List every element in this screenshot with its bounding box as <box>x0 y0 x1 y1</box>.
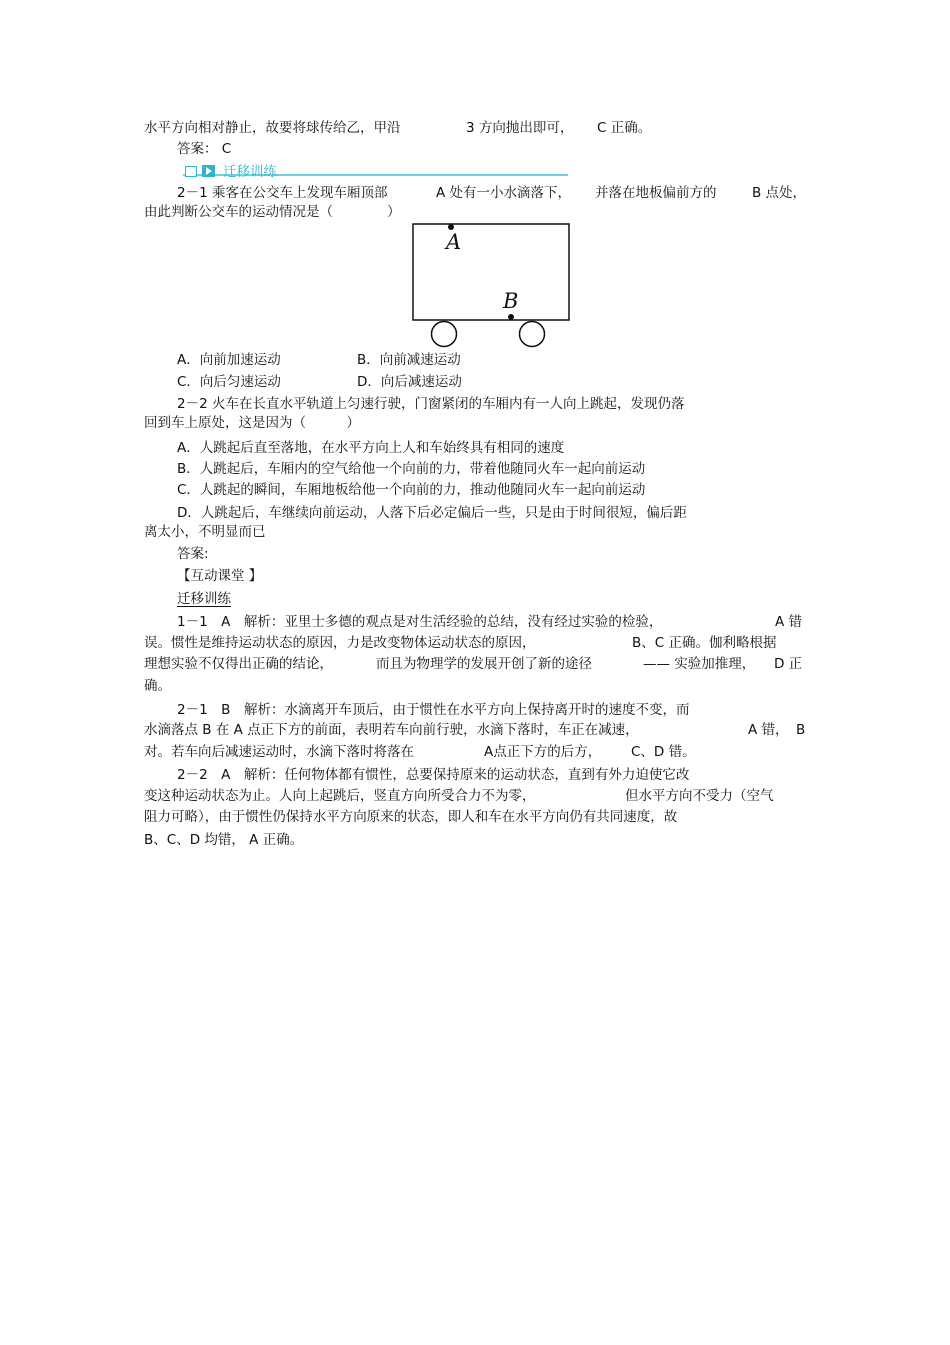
sol22-text-1: 2－2 A 解析：任何物体都有惯性，总要保持原来的运动状态，直到有外力迫使它改 <box>177 767 690 783</box>
point-b-dot <box>508 314 514 320</box>
section-title: 迁移训练 <box>223 164 277 180</box>
sol11-text-5: 理想实验不仅得出正确的结论， <box>144 656 333 672</box>
sol21-text-2: 水滴落点 B 在 A 点正下方的前面，表明若车向前行驶，水滴下落时，车正在减速， <box>144 722 639 738</box>
q22-option-a: A．人跳起后直至落地，在水平方向上人和车始终具有相同的速度 <box>177 440 565 456</box>
label-a: A <box>446 230 462 254</box>
play-icon <box>202 165 215 177</box>
q21-option-d: D．向后减速运动 <box>357 374 462 390</box>
q21-text-2: A 处有一小水滴落下， <box>436 185 572 201</box>
sol21-text-4: B <box>796 722 806 738</box>
sol22-text-3: 但水平方向不受力（空气 <box>625 788 774 804</box>
interactive-class-heading: 【互动课堂 】 <box>177 568 263 584</box>
bus-wheel-left <box>432 322 457 347</box>
q22-option-b: B．人跳起后，车厢内的空气给他一个向前的力，带着他随同火车一起向前运动 <box>177 461 646 477</box>
sol11-text-3: 误。惯性是维持运动状态的原因，力是改变物体运动状态的原因， <box>144 635 536 651</box>
sol11-text-4: B、C 正确。伽利略根据 <box>632 635 777 651</box>
q22-option-d: D．人跳起后，车继续向前运动，人落下后必定偏后一些，只是由于时间很短，偏后距 <box>177 505 687 521</box>
sol11-text-8: D 正 <box>774 656 803 672</box>
subheading-transfer-training: 迁移训练 <box>177 591 231 607</box>
bus-body <box>413 224 569 320</box>
sol22-text-5: B、C、D 均错， A 正确。 <box>144 832 304 848</box>
q21-text-line2: 由此判断公交车的运动情况是（ ） <box>144 204 401 220</box>
sol11-text-9: 确。 <box>144 678 171 694</box>
q22-text-line1: 2－2 火车在长直水平轨道上匀速行驶，门窗紧闭的车厢内有一人向上跳起，发现仍落 <box>177 396 685 412</box>
sol11-text-2: A 错 <box>775 614 803 630</box>
bus-wheel-right <box>520 322 545 347</box>
continuation-answer: 答案： C <box>177 141 232 157</box>
q21-option-b: B．向前减速运动 <box>357 352 461 368</box>
q21-option-c: C．向后匀速运动 <box>177 374 281 390</box>
continuation-text-3: C 正确。 <box>597 120 652 136</box>
q21-text-3: 并落在地板偏前方的 <box>595 185 717 201</box>
sol11-text-1: 1－1 A 解析：亚里士多德的观点是对生活经验的总结，没有经过实验的检验， <box>177 614 663 630</box>
continuation-text-1: 水平方向相对静止，故要将球传给乙，甲沿 <box>144 120 401 136</box>
q21-text-4: B 点处， <box>752 185 807 201</box>
q22-option-d-cont: 离太小，不明显而已 <box>144 524 266 540</box>
q22-answer: 答案: <box>177 546 209 562</box>
bus-diagram <box>408 220 578 352</box>
sol22-text-2: 变这种运动状态为止。人向上起跳后，竖直方向所受合力不为零， <box>144 788 536 804</box>
q22-text-line2: 回到车上原处，这是因为（ ） <box>144 415 360 431</box>
square-icon <box>185 166 197 177</box>
sol11-text-7: —— 实验加推理， <box>643 656 756 672</box>
sol22-text-4: 阻力可略），由于惯性仍保持水平方向原来的状态，即人和车在水平方向仍有共同速度，故 <box>144 809 678 825</box>
q21-text-1: 2－1 乘客在公交车上发现车厢顶部 <box>177 185 388 201</box>
sol11-text-6: 而且为物理学的发展开创了新的途径 <box>376 656 592 672</box>
section-header <box>183 160 568 178</box>
continuation-text-2: 3 方向抛出即可， <box>466 120 574 136</box>
label-b: B <box>503 289 519 313</box>
sol21-text-1: 2－1 B 解析：水滴离开车顶后，由于惯性在水平方向上保持离开时的速度不变，而 <box>177 702 690 718</box>
sol21-text-5: 对。若车向后减速运动时，水滴下落时将落在 <box>144 744 414 760</box>
sol21-text-7: C、D 错。 <box>631 744 696 760</box>
sol21-text-3: A 错， <box>748 722 789 738</box>
sol21-text-6: A点正下方的后方， <box>484 744 602 760</box>
q22-option-c: C．人跳起的瞬间，车厢地板给他一个向前的力，推动他随同火车一起向前运动 <box>177 482 646 498</box>
q21-option-a: A．向前加速运动 <box>177 352 281 368</box>
